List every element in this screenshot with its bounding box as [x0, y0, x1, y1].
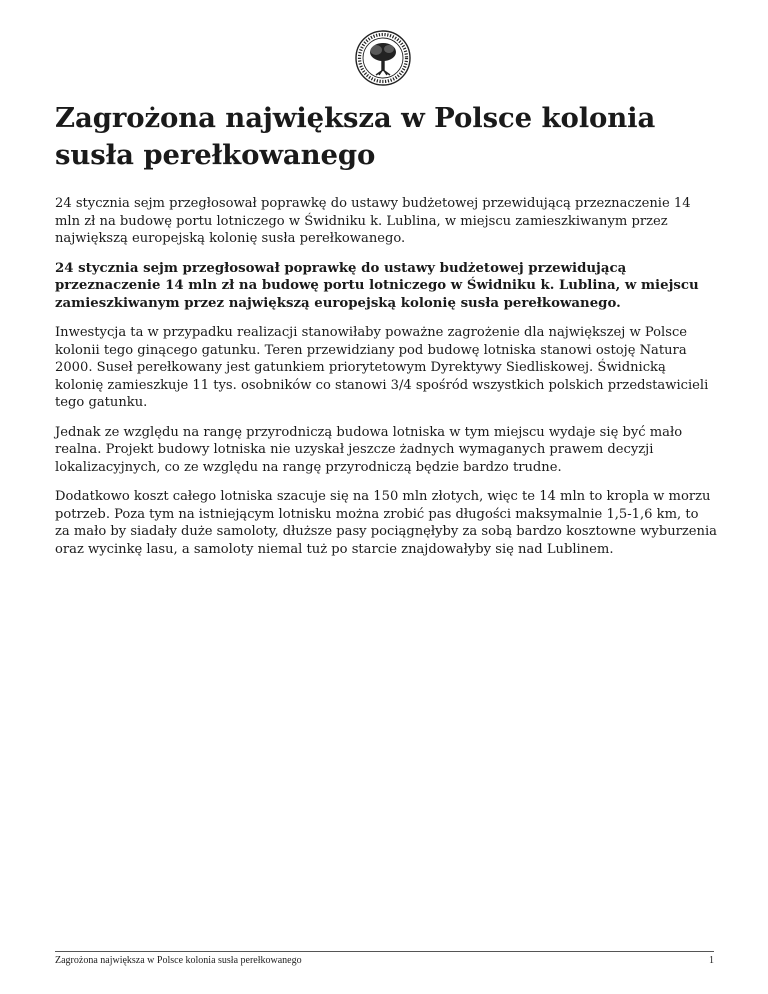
- article-paragraph: Dodatkowo koszt całego lotniska szacuje się na 150 mln złotych, więc te 14 mln to kropla w morzu potrzeb. Poza tym na istniejącym lotnisku można zrobić pas długości maksymalnie 1,5-1,6 km, to za mało by siadały duże samoloty, dłuższe pasy pociągnęłyby za sobą bardzo kosztowne wyburzenia oraz wycinkę lasu, a samoloty niemal tuż po starcie znajdowałyby się nad Lublinem.: [55, 489, 717, 557]
- article-lead: 24 stycznia sejm przegłosował poprawkę do ustawy budżetowej przewidującą przeznaczenie 14 mln zł na budowę portu lotniczego w Świdniku k. Lublina, w miejscu zamieszkiwanym przez największą europejską kolonię susła perełkowanego.: [55, 196, 691, 246]
- article-paragraph: Inwestycja ta w przypadku realizacji stanowiłaby poważne zagrożenie dla największej w Polsce kolonii tego ginącego gatunku. Teren przewidziany pod budowę lotniska stanowi ostoję Natura 2000. Suseł perełkowany jest gatunkiem priorytetowym Dyrektywy Siedliskowej. Świdnicką kolonię zamieszkuje 11 tys. osobników co stanowi 3/4 spośród wszystkich polskich przedstawicieli tego gatunku.: [55, 325, 709, 410]
- article-title: Zagrożona największa w Polsce kolonia susła perełkowanego: [55, 102, 656, 171]
- footer-title: Zagrożona największa w Polsce kolonia susła perełkowanego: [55, 955, 302, 966]
- page-footer: [55, 951, 714, 966]
- tree-seal-logo-icon: [354, 29, 412, 87]
- article-lead-bold: 24 stycznia sejm przegłosował poprawkę do ustawy budżetowej przewidującą przeznaczenie 14 mln zł na budowę portu lotniczego w Świdniku k. Lublina, w miejscu zamieszkiwanym przez największą europejską kolonię susła perełkowanego.: [55, 260, 699, 311]
- article: [55, 100, 717, 558]
- article-paragraph: Jednak ze względu na rangę przyrodniczą budowa lotniska w tym miejscu wydaje się być mało realna. Projekt budowy lotniska nie uzyskał jeszcze żadnych wymaganych prawem decyzji lokalizacyjnych, co ze względu na rangę przyrodniczą będzie bardzo trudne.: [55, 424, 683, 475]
- page-number: 1: [709, 955, 714, 966]
